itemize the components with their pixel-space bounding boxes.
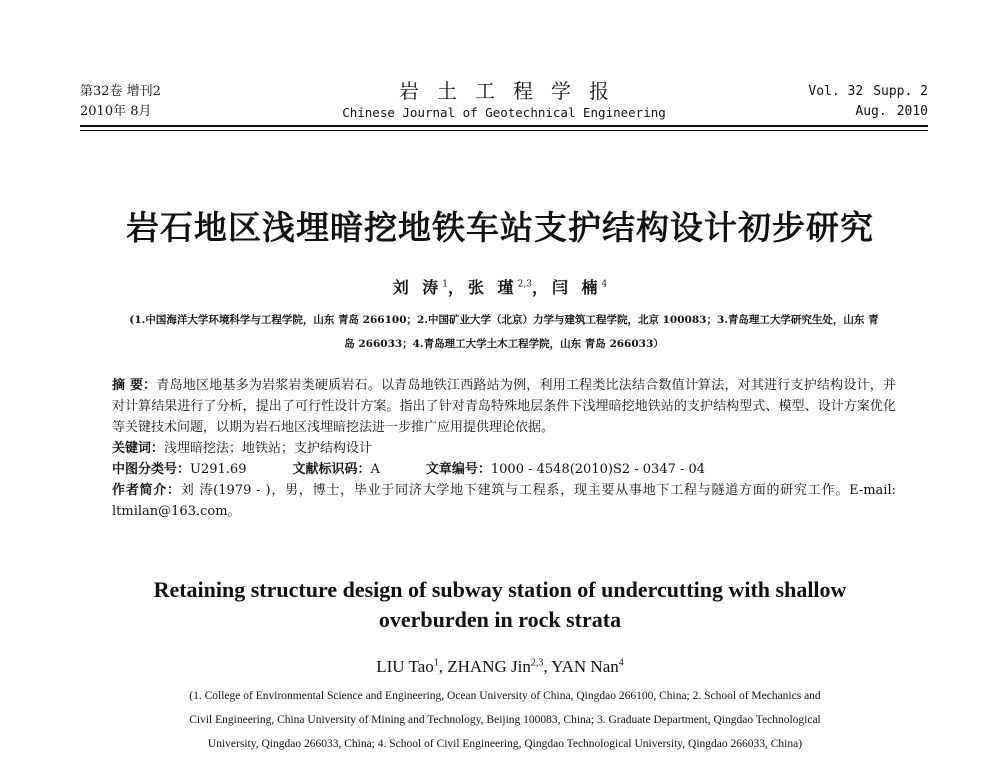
author-cn-2: 张 瑾 [468,278,518,297]
classification-row [112,459,896,480]
header-rule-thin [80,130,928,131]
affiliation-cn-line: (1.中国海洋大学环境科学与工程学院，山东 青岛 266100；2.中国矿业大学（北京）力学与建筑工程学院，北京 100083；3.青岛理工大学研究生处，山东 青 [129,314,879,326]
author-separator: ， [448,278,469,297]
abstract-label: 摘 要： [112,378,157,393]
header-supp: Supp. 2 [873,84,928,99]
affiliations-cn [80,308,928,356]
paper-title-en-line: overburden in rock strata [378,607,622,632]
article-no-label: 文章编号： [425,462,491,477]
header-rule-thick [80,125,928,127]
header-volume-issue: 第32卷 增刊2 [80,84,161,99]
journal-name-en: Chinese Journal of Geotechnical Engineering [342,105,666,120]
keywords-label: 关键词： [112,441,165,456]
abstract-text: 青岛地区地基多为岩浆岩类硬质岩石。以青岛地铁江西路站为例，利用工程类比法结合数值计算法，对其进行支护结构设计，并对计算结果进行了分析，提出了可行性设计方案。指出了针对青岛特殊地层条件下浅埋暗挖地铁站的支护结构型式、模型、设计方案优化等关键技术问题，以期为岩石地区浅埋暗挖法进一步推广应用提供理论依据。 [112,378,896,435]
author-en-1-affil: 1 [433,657,439,669]
authors-en [0,657,1000,677]
doc-code-label: 文献标识码： [292,462,371,477]
header-vol-info [798,82,928,122]
doc-code-value: A [370,462,380,477]
article-no-value: 1000 - 4548(2010)S2 - 0347 - 04 [490,462,706,477]
bio-text: 刘 涛(1979 - )，男，博士，毕业于同济大学地下建筑与工程系，现主要从事地下工程与隧道方面的研究工作。E-mail: ltmilan@163.com。 [112,483,896,519]
paper-title-en-line: Retaining structure design of subway station of undercutting with shallow [153,577,847,602]
author-separator: , [543,657,552,676]
abstract-block [112,375,896,522]
abstract-paragraph [112,375,896,438]
header-month: Aug. [855,104,887,119]
author-en-3-affil: 4 [618,657,624,669]
author-cn-3-affil: 4 [601,279,608,290]
author-cn-2-affil: 2,3 [517,279,532,290]
bio-label: 作者简介： [112,483,181,498]
header-vol: Vol. 32 [808,84,864,99]
author-cn-1-affil: 1 [442,279,449,290]
author-en-3: YAN Nan [551,657,619,676]
header-year: 2010 [896,104,928,119]
affiliation-en-line: (1. College of Environmental Science and Engineering, Ocean University of China, Qingdao 266100, China; 2. School of Mechanics and [189,690,821,702]
author-cn-3: 闫 楠 [551,278,602,297]
affiliations-en [120,684,890,756]
author-separator: , [438,657,448,676]
author-separator: ， [531,278,552,297]
keywords-row [112,438,896,459]
affiliation-en-line: University, Qingdao 266033, China; 4. School of Civil Engineering, Qingdao Technological University, Qingdao 266033, China) [207,738,803,750]
journal-header [80,78,928,128]
paper-title-en [0,575,1000,635]
author-en-2: ZHANG Jin [447,657,531,676]
author-bio-row [112,480,896,522]
author-en-2-affil: 2,3 [530,657,544,669]
clc-value: U291.69 [190,462,247,477]
author-cn-1: 刘 涛 [392,278,443,297]
paper-title-cn: 岩石地区浅埋暗挖地铁车站支护结构设计初步研究 [126,208,874,247]
clc-label: 中图分类号： [112,462,191,477]
keywords-text: 浅埋暗挖法；地铁站；支护结构设计 [164,441,373,456]
header-date: 2010年 8月 [80,104,152,119]
affiliation-cn-line: 岛 266033；4.青岛理工大学土木工程学院，山东 青岛 266033） [344,338,664,350]
authors-cn [0,275,1000,298]
affiliation-en-line: Civil Engineering, China University of Mining and Technology, Beijing 100083, China; 3. Graduate Department, Qingdao Technological [189,714,821,726]
journal-name-cn: 岩土工程学报 [399,79,627,103]
author-en-1: LIU Tao [376,657,434,676]
